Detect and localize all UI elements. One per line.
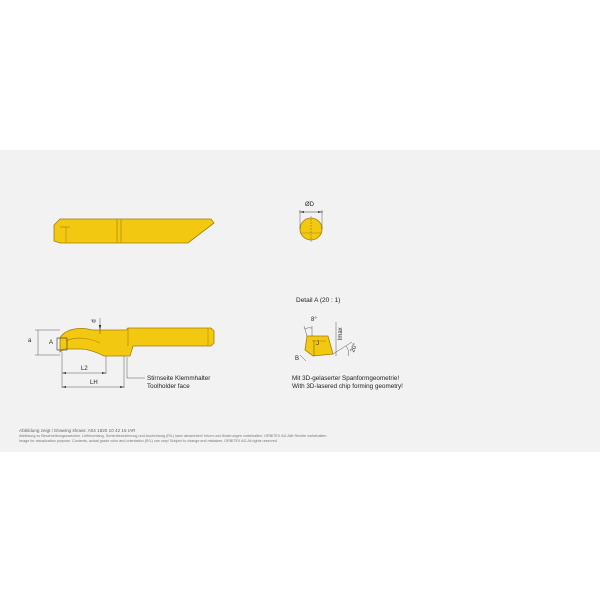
arrowhead [102, 372, 106, 374]
disclaimer-de: Abbildung zu Beschreibungszwecken. Lieferumfang, Sortenbezeichnung und Ausrichtung (R/L) kann abweichen! Irrtum und Änderungen vorbehalten. ORBITEX AG Alle Rechte vorbehalten. [19, 434, 328, 438]
b-dim-line [300, 355, 306, 361]
dim-l2-label: L2 [81, 366, 88, 372]
tool-body-top [54, 219, 214, 243]
dim-b-label: B [295, 356, 300, 362]
disclaimer-en: Image for visualization purpose. Contents, actual grade color and orientation (R/L) can vary! Subject to change and mistakes. ORBITEX AG All rights reserved. [19, 439, 278, 443]
chip-geometry-note [292, 375, 403, 391]
drawing-shows: Abbildung zeigt / Drawing shows: A04 1820 10 42 15 IAR [19, 428, 136, 433]
dim-d-label: d [91, 319, 98, 323]
dim-j-label: J [316, 341, 319, 347]
tool-side-view [54, 219, 214, 243]
holder-leader [127, 357, 145, 378]
arrowhead [62, 386, 66, 388]
angle-20-label: 20° [350, 342, 359, 354]
holder-face-en: Toolholder face [147, 383, 190, 390]
lmax-label: lmax [338, 327, 344, 340]
angle-8-label: 8° [311, 317, 317, 323]
chip-geometry-en: With 3D-lasered chip forming geometry! [292, 383, 403, 390]
chip-geometry-de: Mit 3D-gelaserter Spanformgeometrie! [292, 375, 400, 382]
insert-tip [305, 336, 333, 356]
arrowhead [318, 211, 322, 213]
footer [19, 428, 328, 444]
dim-A-label: A [49, 340, 54, 346]
cross-section-view [299, 210, 323, 242]
arrowhead [62, 372, 66, 374]
arrowhead [300, 211, 304, 213]
holder-face-note [147, 375, 210, 391]
arrowhead [99, 325, 101, 330]
detail-a-view [300, 322, 352, 361]
detail-title: Detail A (20 : 1) [296, 297, 341, 304]
dim-lh-label: LH [90, 380, 98, 386]
angle-arc [305, 328, 312, 329]
tool-body-front [60, 328, 214, 356]
diameter-label: ØD [305, 202, 314, 208]
holder-face-de: Stirnseite Klemmhalter [147, 375, 211, 382]
angle-line [304, 326, 307, 336]
angle-20-arc [346, 346, 349, 356]
arrowhead [120, 386, 124, 388]
dim-a-label: a [28, 338, 32, 344]
